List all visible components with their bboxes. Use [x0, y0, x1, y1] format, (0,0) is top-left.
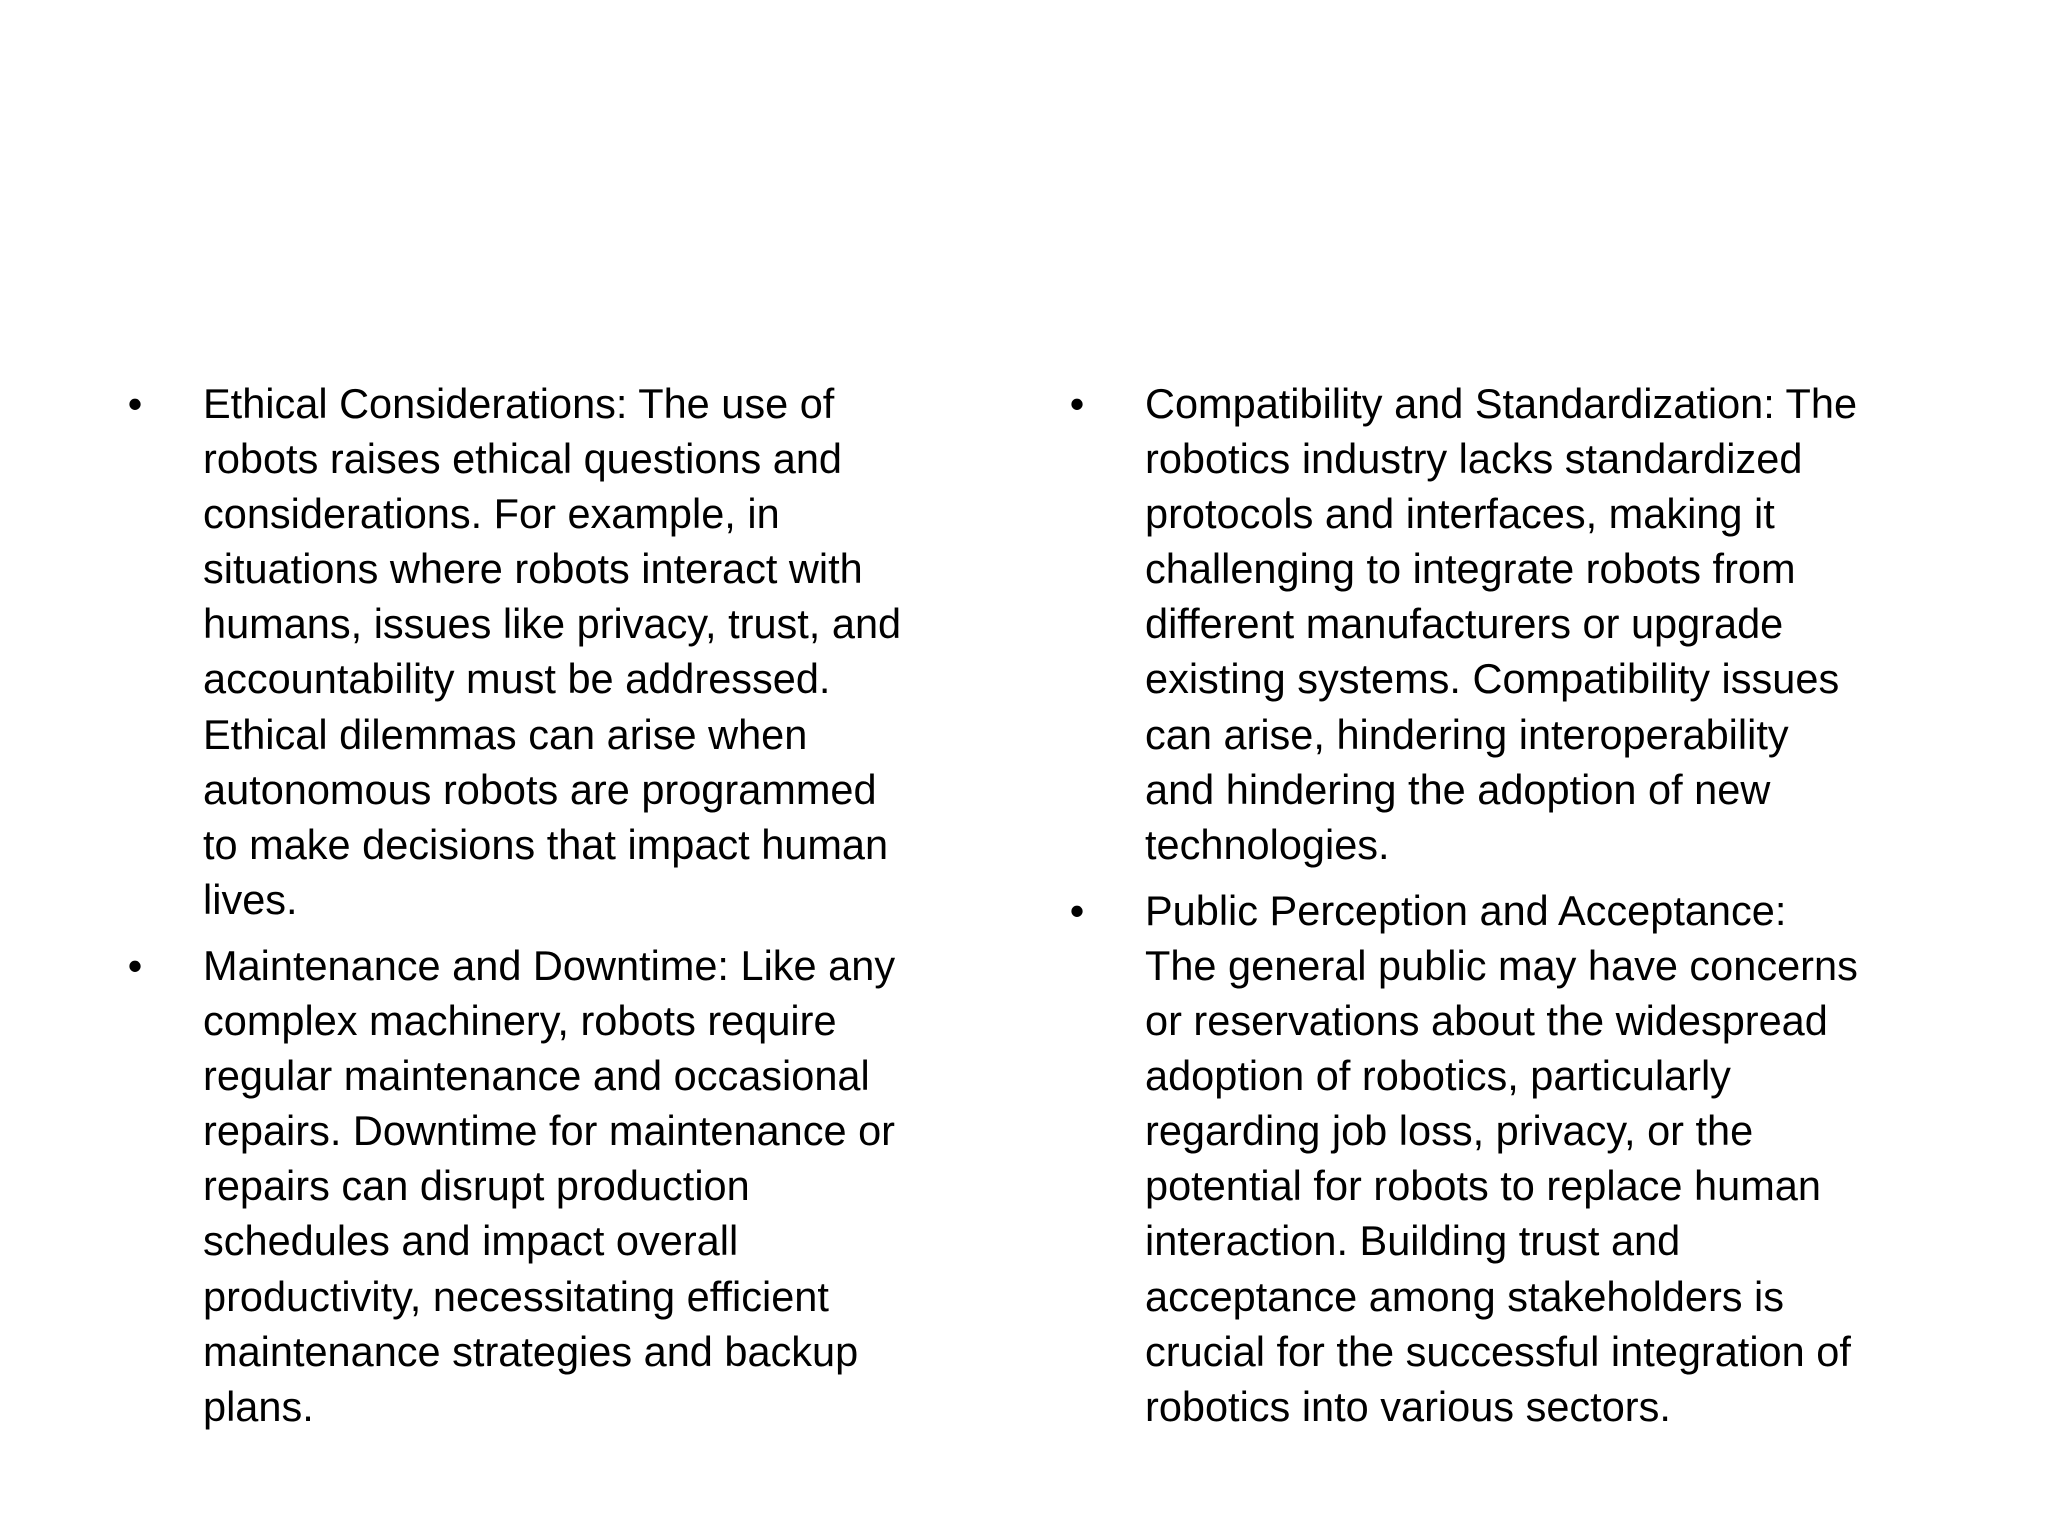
- bullet-text-line: considerations. For example, in: [203, 490, 780, 538]
- bullet-text-line: challenging to integrate robots from: [1145, 545, 1796, 593]
- bullet-text-line: maintenance strategies and backup: [203, 1327, 859, 1375]
- bullet-text-line: schedules and impact overall: [203, 1217, 739, 1265]
- bullet-text-line: Ethical dilemmas can arise when: [203, 710, 808, 758]
- bullet-item: [1062, 376, 1962, 872]
- bullet-text-line: adoption of robotics, particularly: [1145, 1052, 1731, 1100]
- bullet-text-line: regarding job loss, privacy, or the: [1145, 1107, 1754, 1155]
- bullet-text-line: crucial for the successful integration of: [1145, 1327, 1851, 1375]
- bullet-text-line: or reservations about the widespread: [1145, 997, 1828, 1045]
- bullet-item: [120, 376, 1000, 927]
- bullet-text-line: robots raises ethical questions and: [203, 435, 843, 483]
- bullet-item: [120, 938, 1000, 1434]
- bullet-text-line: humans, issues like privacy, trust, and: [203, 600, 902, 648]
- bullet-text-line: plans.: [203, 1382, 314, 1430]
- bullet-text-line: different manufacturers or upgrade: [1145, 600, 1784, 648]
- bullet-text-line: The general public may have concerns: [1145, 941, 1858, 989]
- bullet-dot-icon: •: [127, 941, 143, 989]
- bullet-text-line: accountability must be addressed.: [203, 655, 831, 703]
- bullet-text-line: lives.: [203, 875, 298, 923]
- bullet-text-line: Ethical Considerations: The use of: [203, 380, 835, 427]
- bullet-text-line: repairs can disrupt production: [203, 1162, 750, 1210]
- bullet-text-line: Maintenance and Downtime: Like any: [203, 941, 896, 989]
- bullet-text-line: protocols and interfaces, making it: [1145, 490, 1775, 538]
- bullet-text-line: interaction. Building trust and: [1145, 1217, 1681, 1265]
- bullet-text-line: to make decisions that impact human: [203, 820, 889, 868]
- left-column: [120, 376, 1000, 1445]
- bullet-dot-icon: •: [1069, 380, 1085, 427]
- bullet-text-line: autonomous robots are programmed: [203, 765, 877, 813]
- bullet-text-line: acceptance among stakeholders is: [1145, 1272, 1785, 1320]
- bullet-text-line: potential for robots to replace human: [1145, 1162, 1821, 1210]
- bullet-text-line: robotics into various sectors.: [1145, 1382, 1671, 1430]
- bullet-text-line: robotics industry lacks standardized: [1145, 435, 1803, 483]
- bullet-text-line: can arise, hindering interoperability: [1145, 710, 1789, 758]
- right-column: [1062, 376, 1962, 1445]
- bullet-dot-icon: •: [127, 380, 143, 427]
- bullet-dot-icon: •: [1069, 886, 1085, 934]
- bullet-text-line: and hindering the adoption of new: [1145, 765, 1771, 813]
- bullet-text-line: situations where robots interact with: [203, 545, 863, 593]
- bullet-text-line: technologies.: [1145, 820, 1390, 868]
- bullet-list-right: [1062, 376, 1962, 1434]
- bullet-text-line: regular maintenance and occasional: [203, 1052, 870, 1100]
- bullet-text-line: existing systems. Compatibility issues: [1145, 655, 1840, 703]
- bullet-text-line: Compatibility and Standardization: The: [1145, 380, 1858, 427]
- bullet-text-line: Public Perception and Acceptance:: [1145, 886, 1787, 934]
- bullet-text-line: complex machinery, robots require: [203, 997, 837, 1045]
- bullet-text-line: repairs. Downtime for maintenance or: [203, 1107, 895, 1155]
- bullet-list-left: [120, 376, 1000, 1434]
- bullet-text-line: productivity, necessitating efficient: [203, 1272, 829, 1320]
- bullet-item: [1062, 883, 1962, 1434]
